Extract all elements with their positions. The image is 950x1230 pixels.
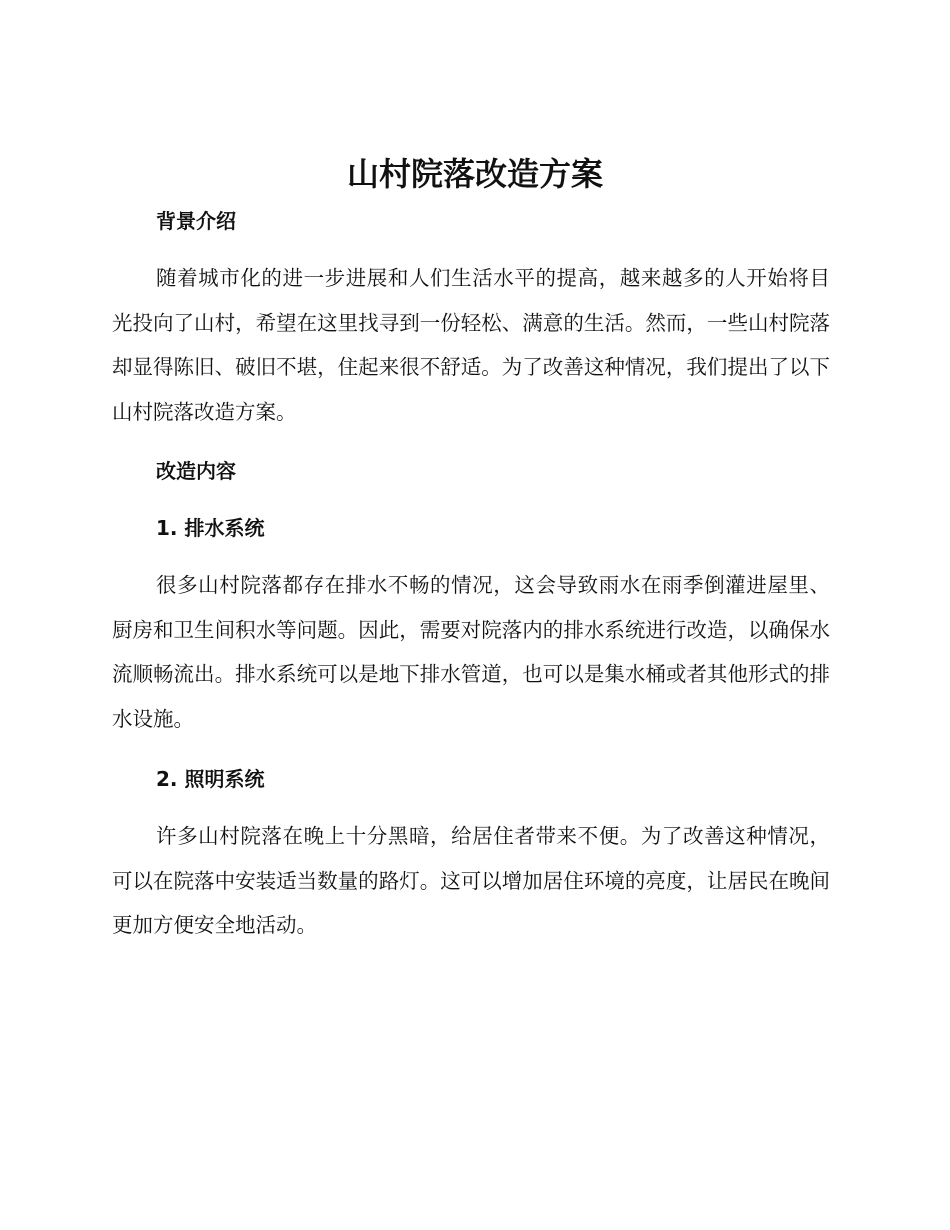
section-heading-lighting: 2. 照明系统 <box>156 767 265 791</box>
section-heading-drainage: 1. 排水系统 <box>156 516 265 540</box>
paragraph-lighting: 许多山村院落在晚上十分黑暗，给居住者带来不便。为了改善这种情况，可以在院落中安装适当数量的路灯。这可以增加居住环境的亮度，让居民在晚间更加方便安全地活动。 <box>112 824 830 937</box>
paragraph-drainage: 很多山村院落都存在排水不畅的情况，这会导致雨水在雨季倒灌进屋里、厨房和卫生间积水等问题。因此，需要对院落内的排水系统进行改造，以确保水流顺畅流出。排水系统可以是地下排水管道，也可以是集水桶或者其他形式的排水设施。 <box>112 573 830 731</box>
paragraph-background: 随着城市化的进一步进展和人们生活水平的提高，越来越多的人开始将目光投向了山村，希望在这里找寻到一份轻松、满意的生活。然而，一些山村院落却显得陈旧、破旧不堪，住起来很不舒适。为了改善这种情况，我们提出了以下山村院落改造方案。 <box>112 266 830 424</box>
section-heading-background: 背景介绍 <box>156 209 236 233</box>
section-heading-content: 改造内容 <box>156 459 236 483</box>
page-title: 山村院落改造方案 <box>346 155 603 193</box>
